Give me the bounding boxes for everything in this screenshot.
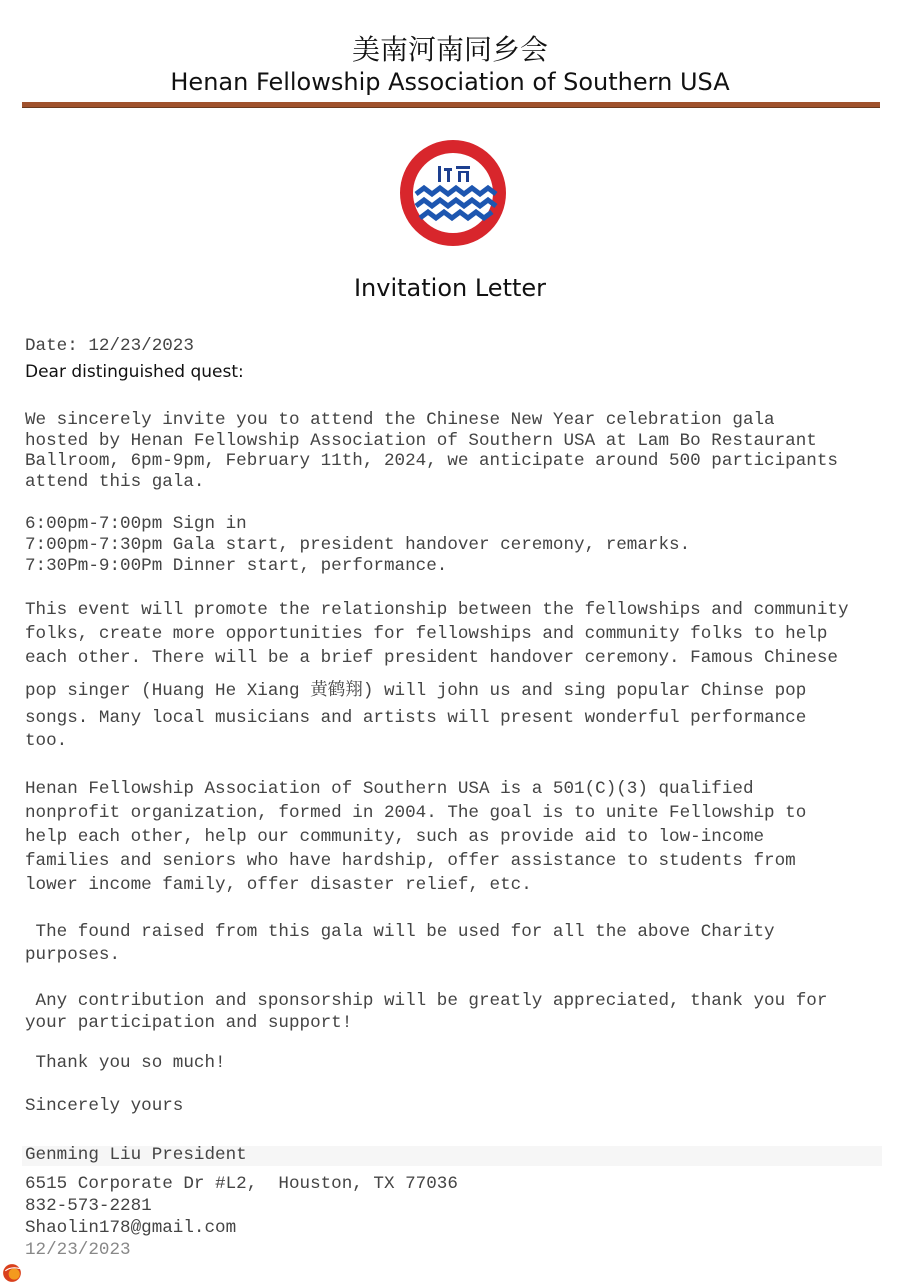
event-text-line: folks, create more opportunities for fellowships and community folks to help	[25, 624, 828, 644]
event-text-line: songs. Many local musicians and artists will present wonderful performance	[25, 708, 807, 728]
signature-name: Genming Liu President	[25, 1145, 247, 1165]
org-title-chinese: 美南河南同乡会	[351, 33, 548, 66]
address: 6515 Corporate Dr #L2, Houston, TX 77036	[25, 1174, 458, 1194]
letter-date: Date: 12/23/2023	[25, 336, 194, 356]
association-seal-logo	[398, 138, 508, 248]
paragraph-organization: Henan Fellowship Association of Southern USA is a 501(C)(3) qualified nonprofit organization, formed in 2004. The goal is to unite Fellowship to help each other, help our community, such as provide aid to low-income families and seniors who have hardship, offer assistance to students from lower income family, offer disaster relief, etc.	[25, 779, 807, 895]
thanks-line: Thank you so much!	[25, 1053, 226, 1073]
letter-heading: Invitation Letter	[353, 274, 547, 302]
event-text-line: too.	[25, 731, 68, 751]
schedule-item: 7:30Pm-9:00Pm Dinner start, performance.	[25, 556, 448, 576]
salutation: Dear distinguished quest:	[25, 362, 244, 382]
schedule-item: 7:00pm-7:30pm Gala start, president handover ceremony, remarks.	[25, 535, 691, 555]
watermark-logo-icon	[2, 1263, 22, 1283]
schedule-item: 6:00pm-7:00pm Sign in	[25, 514, 247, 534]
phone: 832-573-2281	[25, 1196, 152, 1216]
email: Shaolin178@gmail.com	[25, 1218, 237, 1238]
paragraph-invitation: We sincerely invite you to attend the Chinese New Year celebration gala hosted by Henan Fellowship Association of Southern USA at Lam Bo Restaurant Ballroom, 6pm-9pm, February 11th, 2024, we anticipate around 500 participants attend this gala.	[25, 410, 838, 492]
org-title-english: Henan Fellowship Association of Southern USA	[170, 68, 730, 96]
paragraph-funds: The found raised from this gala will be used for all the above Charity purposes.	[25, 922, 775, 965]
event-text-line: pop singer (Huang He Xiang 黄鹤翔) will john us and sing popular Chinse pop	[25, 681, 807, 701]
sign-date: 12/23/2023	[25, 1240, 131, 1260]
header-divider	[22, 102, 880, 108]
event-text-line: This event will promote the relationship between the fellowships and community	[25, 600, 849, 620]
closing-line: Sincerely yours	[25, 1096, 184, 1116]
paragraph-contribution: Any contribution and sponsorship will be greatly appreciated, thank you for your participation and support!	[25, 991, 828, 1033]
event-text-line: each other. There will be a brief president handover ceremony. Famous Chinese	[25, 648, 838, 668]
